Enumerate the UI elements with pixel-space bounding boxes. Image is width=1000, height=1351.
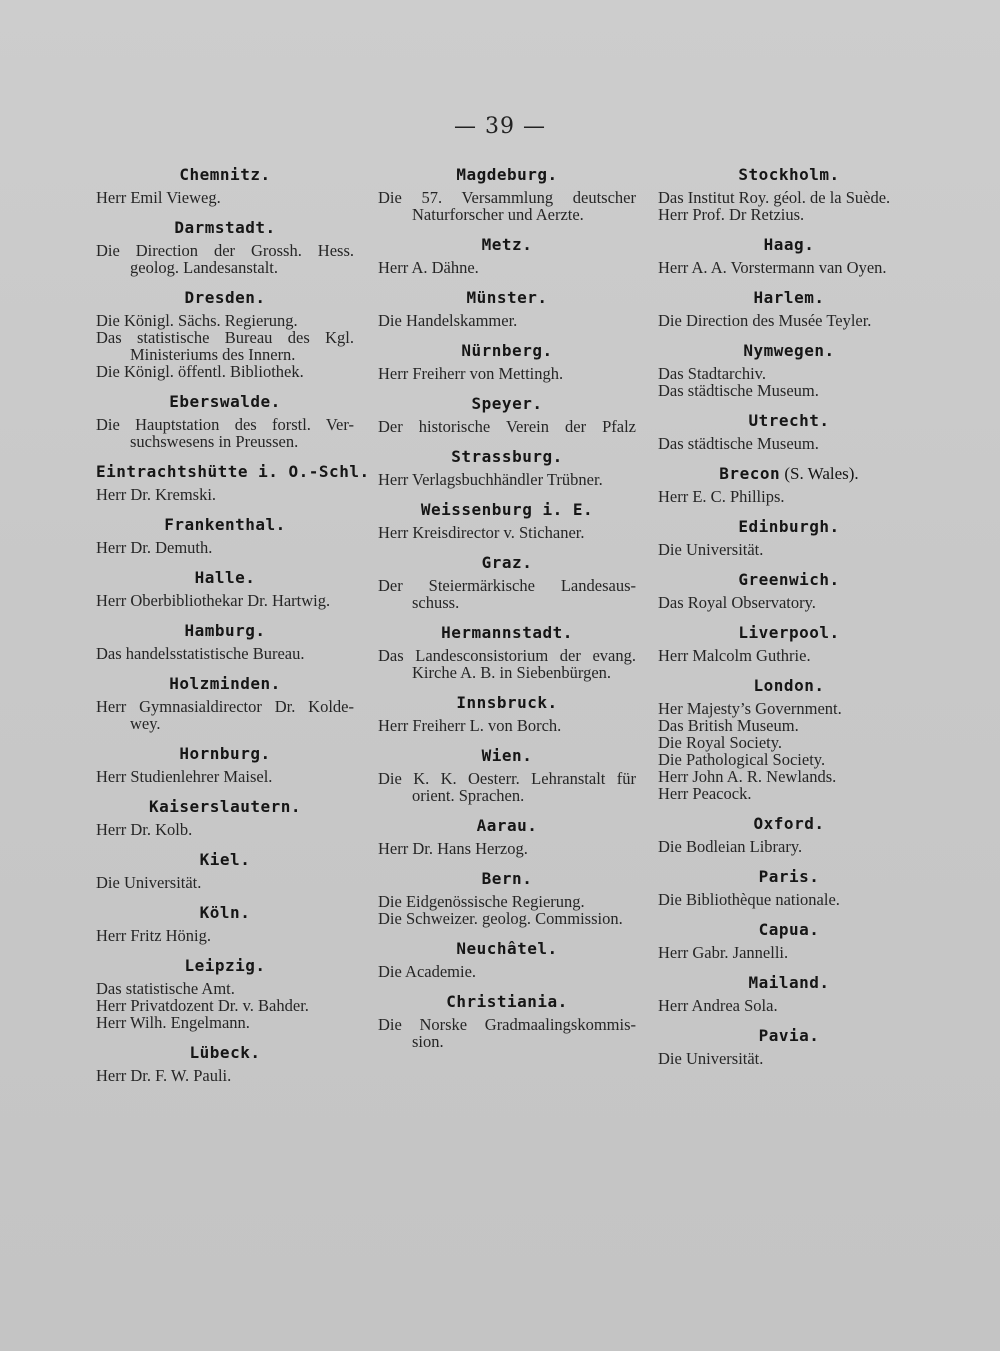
entry-lines <box>658 700 920 802</box>
place-name: Aarau. <box>476 816 538 835</box>
entry-line: Herr Studienlehrer Maisel. <box>96 767 273 786</box>
entry-lines <box>658 189 920 223</box>
place-heading <box>378 692 636 714</box>
entry-line: Her Majesty’s Government. <box>658 699 842 718</box>
entry-lines <box>658 838 920 855</box>
place-entry <box>658 813 920 855</box>
place-entry <box>658 287 920 329</box>
place-entry <box>96 849 354 891</box>
place-entry <box>96 217 354 276</box>
entry-line: Die Norske Gradmaalingskommis- <box>378 1015 636 1034</box>
entry-lines <box>96 927 354 944</box>
place-entry <box>96 164 354 206</box>
entry-line: Das Institut Roy. géol. de la Suède. <box>658 188 891 207</box>
place-name: Chemnitz. <box>179 165 271 184</box>
place-name: Christiania. <box>446 992 568 1011</box>
place-name: Innsbruck. <box>456 693 558 712</box>
entry-line: suchswesens in Preussen. <box>130 432 299 451</box>
place-heading <box>658 919 920 941</box>
place-heading <box>658 234 920 256</box>
entry-line: Herr Malcolm Guthrie. <box>658 646 811 665</box>
entry-line: Herr John A. R. Newlands. <box>658 767 837 786</box>
entry-lines <box>96 539 354 556</box>
entry-line: Das British Museum. <box>658 716 799 735</box>
place-entry <box>96 902 354 944</box>
place-name: Harlem. <box>753 288 825 307</box>
column-middle <box>378 164 636 1050</box>
place-name: Pavia. <box>758 1026 820 1045</box>
place-heading <box>96 849 354 871</box>
entry-lines <box>658 944 920 961</box>
entry-line: Die Schweizer. geolog. Commission. <box>378 909 623 928</box>
entry-line: Herr Gabr. Jannelli. <box>658 943 789 962</box>
entry-line: Die Handelskammer. <box>378 311 518 330</box>
place-heading <box>378 340 636 362</box>
place-heading <box>658 340 920 362</box>
entry-lines <box>96 189 354 206</box>
place-entry <box>96 287 354 380</box>
place-heading <box>658 463 920 485</box>
entry-lines <box>658 259 920 276</box>
place-heading <box>96 743 354 765</box>
entry-lines <box>96 592 354 609</box>
entry-lines <box>658 541 920 558</box>
place-heading <box>658 813 920 835</box>
place-heading <box>658 516 920 538</box>
place-name: Weissenburg i. E. <box>420 500 594 519</box>
place-name: Mailand. <box>748 973 830 992</box>
place-name: London. <box>753 676 825 695</box>
entry-lines <box>96 698 354 732</box>
place-heading <box>378 499 636 521</box>
place-name: Hermannstadt. <box>441 623 573 642</box>
place-entry <box>378 340 636 382</box>
place-heading <box>378 446 636 468</box>
place-name: Münster. <box>466 288 548 307</box>
place-name: Brecon <box>719 464 781 483</box>
entry-line: Herr Emil Vieweg. <box>96 188 221 207</box>
place-name: Oxford. <box>753 814 825 833</box>
place-heading <box>378 234 636 256</box>
entry-line: Das Landesconsistorium der evang. <box>378 646 636 665</box>
entry-line: geolog. Landesanstalt. <box>130 258 279 277</box>
entry-lines <box>378 770 636 804</box>
place-entry <box>96 955 354 1031</box>
place-heading <box>378 815 636 837</box>
place-entry <box>96 796 354 838</box>
entry-lines <box>378 1016 636 1050</box>
entry-lines <box>658 435 920 452</box>
entry-line: Ministeriums des Innern. <box>130 345 296 364</box>
entry-line: Die K. K. Oesterr. Lehranstalt für <box>378 769 636 788</box>
entry-line: Herr Kreisdirector v. Stichaner. <box>378 523 585 542</box>
place-entry <box>378 287 636 329</box>
entry-line: sion. <box>412 1032 444 1051</box>
place-heading <box>96 796 354 818</box>
entry-lines <box>658 891 920 908</box>
place-entry <box>658 164 920 223</box>
entry-line: Die 57. Versammlung deutscher <box>378 188 636 207</box>
place-entry <box>658 972 920 1014</box>
entry-line: Herr Freiherr von Mettingh. <box>378 364 564 383</box>
place-name: Magdeburg. <box>456 165 558 184</box>
place-heading <box>96 1042 354 1064</box>
place-heading <box>378 393 636 415</box>
place-entry <box>378 164 636 223</box>
place-entry <box>658 1025 920 1067</box>
entry-line: Herr Dr. Hans Herzog. <box>378 839 528 858</box>
entry-line: Herr A. Dähne. <box>378 258 479 277</box>
entry-line: Herr E. C. Phillips. <box>658 487 785 506</box>
page-number: — 39 — <box>454 114 546 139</box>
place-name: Bern. <box>481 869 533 888</box>
entry-lines <box>658 312 920 329</box>
place-name: Kaiserslautern. <box>149 797 301 816</box>
entry-lines <box>378 647 636 681</box>
entry-lines <box>378 259 636 276</box>
entry-lines <box>96 242 354 276</box>
place-name: Eberswalde. <box>169 392 281 411</box>
entry-line: Die Eidgenössische Regierung. <box>378 892 585 911</box>
place-entry <box>96 673 354 732</box>
entry-line: Herr A. A. Vorstermann van Oyen. <box>658 258 887 277</box>
place-name: Haag. <box>763 235 815 254</box>
entry-line: Das handelsstatistische Bureau. <box>96 644 305 663</box>
place-heading <box>378 868 636 890</box>
entry-lines <box>378 418 636 435</box>
place-entry <box>96 743 354 785</box>
place-name: Nürnberg. <box>461 341 553 360</box>
place-entry <box>378 234 636 276</box>
entry-line: Herr Andrea Sola. <box>658 996 778 1015</box>
entry-lines <box>378 840 636 857</box>
entry-lines <box>96 416 354 450</box>
place-name: Neuchâtel. <box>456 939 558 958</box>
entry-line: Die Königl. Sächs. Regierung. <box>96 311 298 330</box>
entry-line: Herr Privatdozent Dr. v. Bahder. <box>96 996 309 1015</box>
entry-line: Die Königl. öffentl. Bibliothek. <box>96 362 304 381</box>
entry-line: Die Academie. <box>378 962 477 981</box>
entry-line: schuss. <box>412 593 460 612</box>
place-heading <box>658 569 920 591</box>
place-heading <box>378 552 636 574</box>
place-name: Frankenthal. <box>164 515 286 534</box>
entry-lines <box>96 821 354 838</box>
entry-line: Die Pathological Society. <box>658 750 826 769</box>
place-entry <box>378 815 636 857</box>
place-entry <box>378 499 636 541</box>
entry-lines <box>378 524 636 541</box>
place-name: Paris. <box>758 867 820 886</box>
column-right <box>658 164 920 1067</box>
entry-line: Herr Gymnasialdirector Dr. Kolde- <box>96 697 354 716</box>
entry-lines <box>378 365 636 382</box>
entry-line: Herr Dr. F. W. Pauli. <box>96 1066 232 1085</box>
place-entry <box>378 991 636 1050</box>
place-name-suffix: (S. Wales). <box>780 464 859 483</box>
place-name: Utrecht. <box>748 411 830 430</box>
entry-line: Herr Freiherr L. von Borch. <box>378 716 562 735</box>
entry-lines <box>378 893 636 927</box>
place-heading <box>658 675 920 697</box>
place-entry <box>378 868 636 927</box>
entry-lines <box>96 312 354 380</box>
place-entry <box>378 393 636 435</box>
entry-lines <box>96 980 354 1031</box>
entry-lines <box>378 577 636 611</box>
entry-lines <box>378 471 636 488</box>
entry-lines <box>96 768 354 785</box>
place-heading <box>96 620 354 642</box>
place-name: Leipzig. <box>184 956 266 975</box>
entry-line: Die Universität. <box>96 873 202 892</box>
place-entry <box>658 234 920 276</box>
entry-line: wey. <box>130 714 161 733</box>
entry-line: Herr Peacock. <box>658 784 752 803</box>
entry-line: Die Direction der Grossh. Hess. <box>96 241 354 260</box>
entry-line: Die Universität. <box>658 1049 764 1068</box>
place-heading <box>658 866 920 888</box>
entry-line: Das Stadtarchiv. <box>658 364 766 383</box>
entry-line: Die Hauptstation des forstl. Ver- <box>96 415 354 434</box>
entry-line: Der historische Verein der Pfalz <box>378 417 636 436</box>
entry-lines <box>378 963 636 980</box>
place-entry <box>378 692 636 734</box>
entry-line: orient. Sprachen. <box>412 786 525 805</box>
place-entry <box>658 340 920 399</box>
place-name: Köln. <box>199 903 251 922</box>
entry-line: Herr Prof. Dr Retzius. <box>658 205 805 224</box>
place-entry <box>658 410 920 452</box>
place-entry <box>378 938 636 980</box>
entry-line: Die Bibliothèque nationale. <box>658 890 840 909</box>
place-name: Speyer. <box>471 394 543 413</box>
place-heading <box>96 391 354 413</box>
place-entry <box>658 463 920 505</box>
place-entry <box>658 866 920 908</box>
place-name: Nymwegen. <box>743 341 835 360</box>
place-name: Hamburg. <box>184 621 266 640</box>
place-name: Strassburg. <box>451 447 563 466</box>
place-entry <box>96 1042 354 1084</box>
place-name: Edinburgh. <box>738 517 840 536</box>
place-heading <box>378 938 636 960</box>
place-entry <box>658 675 920 802</box>
place-entry <box>96 567 354 609</box>
entry-lines <box>658 594 920 611</box>
place-heading <box>658 287 920 309</box>
place-entry <box>658 919 920 961</box>
place-heading <box>96 567 354 589</box>
entry-lines <box>658 647 920 664</box>
entry-line: Herr Dr. Demuth. <box>96 538 213 557</box>
entry-lines <box>658 488 920 505</box>
place-name: Halle. <box>194 568 256 587</box>
entry-line: Die Bodleian Library. <box>658 837 803 856</box>
place-entry <box>658 516 920 558</box>
place-entry <box>96 391 354 450</box>
place-name: Holzminden. <box>169 674 281 693</box>
place-name: Hornburg. <box>179 744 271 763</box>
place-name: Lübeck. <box>189 1043 261 1062</box>
entry-lines <box>96 645 354 662</box>
entry-lines <box>378 189 636 223</box>
place-entry <box>378 745 636 804</box>
place-heading <box>378 622 636 644</box>
entry-line: Die Direction des Musée Teyler. <box>658 311 872 330</box>
entry-line: Das städtische Museum. <box>658 434 819 453</box>
entry-lines <box>658 365 920 399</box>
place-entry <box>378 552 636 611</box>
entry-line: Herr Fritz Hönig. <box>96 926 212 945</box>
entry-line: Das städtische Museum. <box>658 381 819 400</box>
place-entry <box>378 446 636 488</box>
place-entry <box>378 622 636 681</box>
place-heading <box>378 164 636 186</box>
place-name: Stockholm. <box>738 165 840 184</box>
entry-lines <box>96 874 354 891</box>
place-name: Dresden. <box>184 288 266 307</box>
place-heading <box>378 287 636 309</box>
place-name: Wien. <box>481 746 533 765</box>
place-name: Graz. <box>481 553 533 572</box>
place-name: Greenwich. <box>738 570 840 589</box>
entry-line: Herr Oberbibliothekar Dr. Hartwig. <box>96 591 331 610</box>
place-name: Metz. <box>481 235 533 254</box>
place-entry <box>96 620 354 662</box>
place-name: Eintrachtshütte i. O.-Schl. <box>96 462 370 481</box>
entry-lines <box>658 1050 920 1067</box>
place-name: Kiel. <box>199 850 251 869</box>
entry-line: Herr Verlagsbuchhändler Trübner. <box>378 470 603 489</box>
place-name: Capua. <box>758 920 820 939</box>
place-entry <box>658 622 920 664</box>
place-name: Liverpool. <box>738 623 840 642</box>
entry-line: Kirche A. B. in Siebenbürgen. <box>412 663 612 682</box>
place-heading <box>96 287 354 309</box>
place-heading <box>378 745 636 767</box>
place-heading <box>378 991 636 1013</box>
place-heading <box>96 955 354 977</box>
entry-line: Herr Wilh. Engelmann. <box>96 1013 250 1032</box>
place-heading <box>96 461 370 483</box>
place-heading <box>658 164 920 186</box>
entry-line: Das statistische Amt. <box>96 979 235 998</box>
entry-line: Die Royal Society. <box>658 733 783 752</box>
place-heading <box>658 622 920 644</box>
entry-line: Der Steiermärkische Landesaus- <box>378 576 636 595</box>
entry-line: Das Royal Observatory. <box>658 593 816 612</box>
entry-lines <box>658 997 920 1014</box>
place-entry <box>658 569 920 611</box>
entry-lines <box>96 1067 354 1084</box>
entry-line: Herr Dr. Kolb. <box>96 820 193 839</box>
place-heading <box>96 514 354 536</box>
place-heading <box>658 1025 920 1047</box>
place-heading <box>658 972 920 994</box>
entry-lines <box>378 717 636 734</box>
place-name: Darmstadt. <box>174 218 276 237</box>
entry-lines <box>96 486 354 503</box>
entry-line: Die Universität. <box>658 540 764 559</box>
column-left <box>96 164 370 1085</box>
place-entry <box>96 514 354 556</box>
entry-lines <box>378 312 636 329</box>
entry-line: Das statistische Bureau des Kgl. <box>96 328 354 347</box>
entry-line: Naturforscher und Aerzte. <box>412 205 584 224</box>
entry-line: Herr Dr. Kremski. <box>96 485 217 504</box>
place-heading <box>96 902 354 924</box>
place-heading <box>96 164 354 186</box>
place-heading <box>96 217 354 239</box>
place-entry <box>96 461 370 504</box>
place-heading <box>658 410 920 432</box>
place-heading <box>96 673 354 695</box>
